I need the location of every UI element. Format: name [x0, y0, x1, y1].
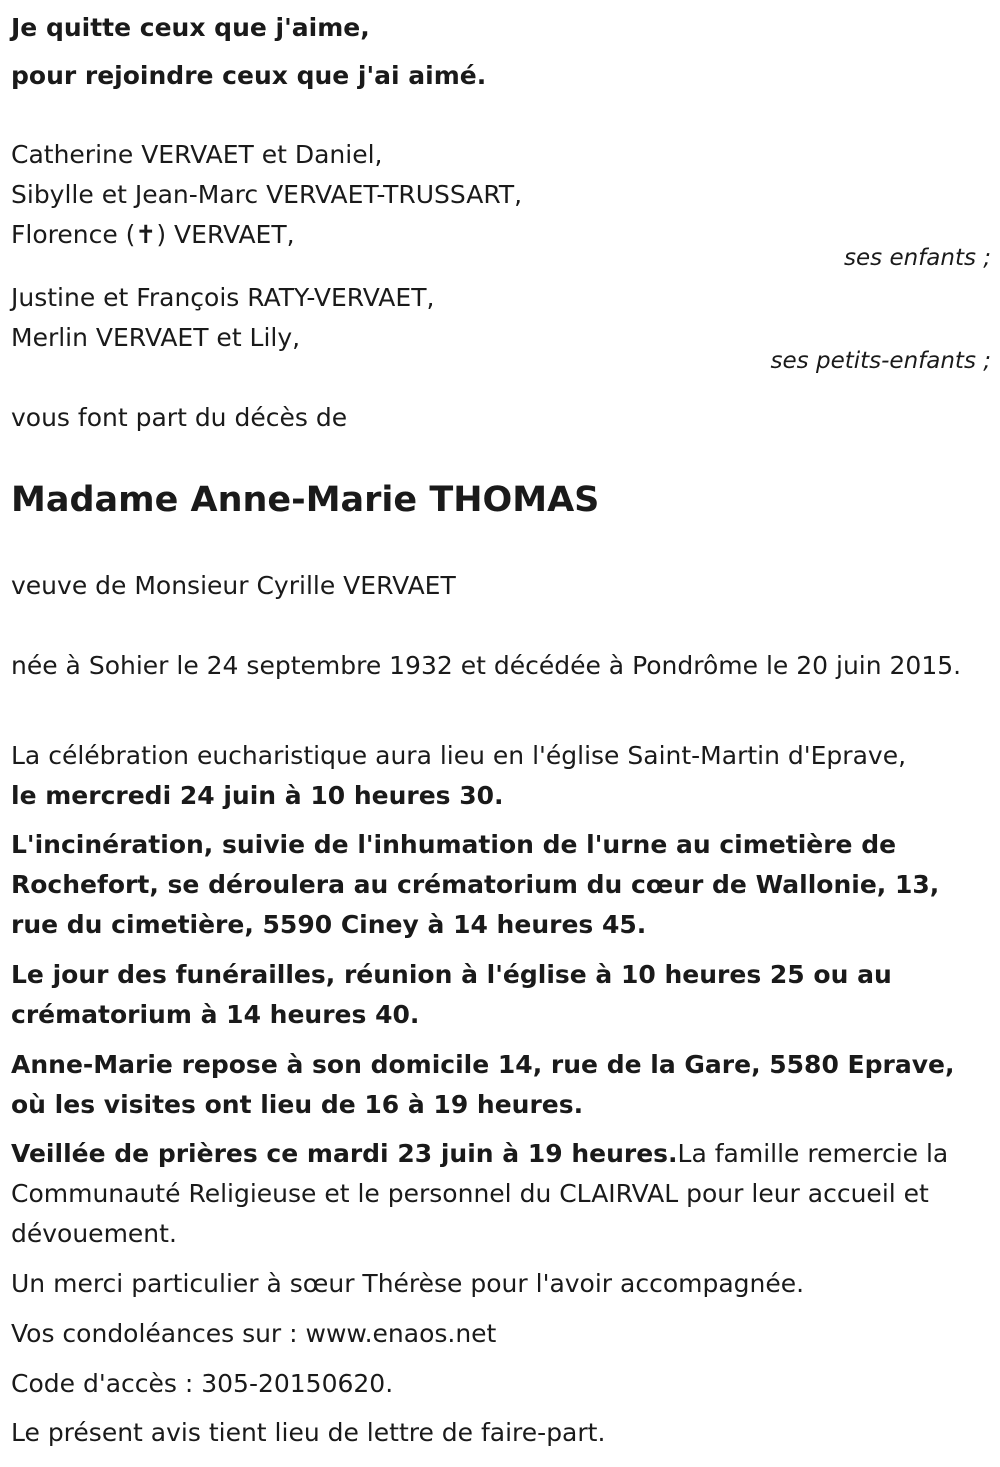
child-name: Catherine VERVAET et Daniel,	[11, 140, 383, 169]
celebration-text: La célébration eucharistique aura lieu en l'église Saint-Martin d'Eprave,	[11, 741, 907, 770]
grandchildren-label: ses petits-enfants ;	[770, 348, 991, 374]
grandchild-name: Merlin VERVAET et Lily,	[11, 323, 301, 352]
celebration-date: le mercredi 24 juin à 10 heures 30.	[11, 781, 504, 810]
celebration-block	[11, 736, 991, 816]
repose-info: Anne-Marie repose à son domicile 14, rue de la Gare, 5580 Eprave, où les visites ont lieu de 16 à 19 heures.	[11, 1050, 955, 1119]
special-thanks: Un merci particulier à sœur Thérèse pour l'avoir accompagnée.	[11, 1269, 805, 1298]
access-code: Code d'accès : 305-20150620.	[11, 1369, 394, 1398]
cremation-info: L'incinération, suivie de l'inhumation de l'urne au cimetière de Rochefort, se déroulera au crématorium du cœur de Wallonie, 13, rue du cimetière, 5590 Ciney à 14 heures 45.	[11, 830, 940, 939]
vigil-block	[11, 1134, 991, 1254]
announcement: vous font part du décès de	[11, 403, 348, 432]
grandchild-name: Justine et François RATY-VERVAET,	[11, 283, 435, 312]
epigraph-line-1: Je quitte ceux que j'aime,	[11, 13, 370, 42]
child-name: Sibylle et Jean-Marc VERVAET-TRUSSART,	[11, 180, 523, 209]
notice-text: Le présent avis tient lieu de lettre de faire-part.	[11, 1418, 606, 1447]
family-thanks: La famille remercie la Communauté Religieuse et le personnel du CLAIRVAL pour leur accueil et dévouement.	[11, 1139, 949, 1248]
funeral-day-info: Le jour des funérailles, réunion à l'église à 10 heures 25 ou au crématorium à 14 heures 40.	[11, 960, 892, 1029]
widow-of: veuve de Monsieur Cyrille VERVAET	[11, 571, 456, 600]
children-label: ses enfants ;	[844, 245, 991, 271]
child-name: Florence (✝) VERVAET,	[11, 220, 295, 249]
birth-death: née à Sohier le 24 septembre 1932 et décédée à Pondrôme le 20 juin 2015.	[11, 651, 962, 680]
epigraph-line-2: pour rejoindre ceux que j'ai aimé.	[11, 61, 487, 90]
vigil-text: Veillée de prières ce mardi 23 juin à 19 heures.	[11, 1139, 678, 1168]
condolences-link[interactable]: Vos condoléances sur : www.enaos.net	[11, 1319, 497, 1348]
deceased-name: Madame Anne-Marie THOMAS	[11, 480, 600, 520]
